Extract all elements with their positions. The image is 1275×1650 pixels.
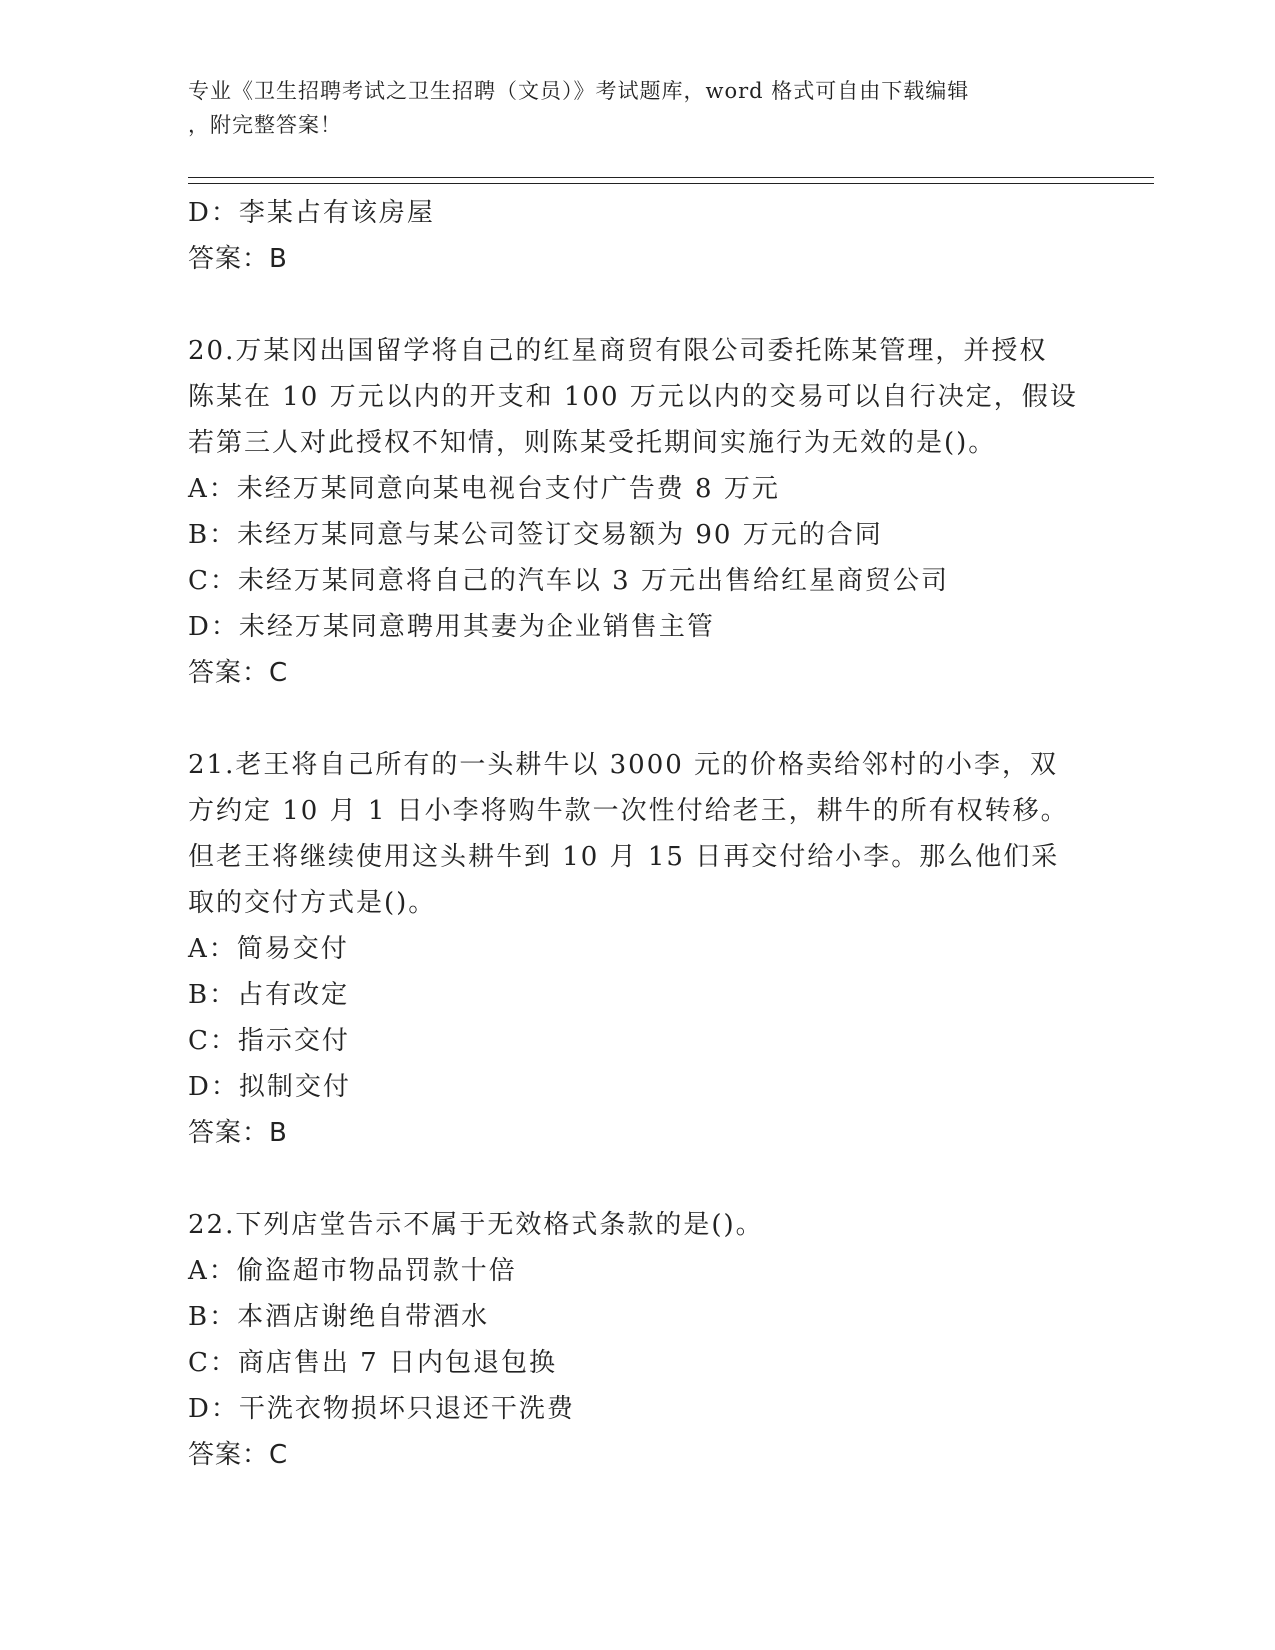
q19-option-d: D：李某占有该房屋 [188,198,435,228]
header-divider-top [188,177,1154,178]
q20-answer: 答案：C [188,658,289,688]
header-line-1: 专业《卫生招聘考试之卫生招聘（文员）》考试题库，word 格式可自由下载编辑 [188,79,970,103]
q20-option-b: B：未经万某同意与某公司签订交易额为 90 万元的合同 [188,520,883,550]
header-divider-bottom [188,183,1154,184]
q21-option-d: D：拟制交付 [188,1072,351,1102]
q22-option-c: C：商店售出 7 日内包退包换 [188,1348,557,1378]
q20-option-c: C：未经万某同意将自己的汽车以 3 万元出售给红星商贸公司 [188,566,949,596]
question-20 [188,328,1088,696]
question-19-fragment [188,190,1088,282]
q22-option-b: B：本酒店谢绝自带酒水 [188,1302,490,1332]
q22-option-d: D：干洗衣物损坏只退还干洗费 [188,1394,575,1424]
q21-answer: 答案：B [188,1118,288,1148]
q21-option-c: C：指示交付 [188,1026,350,1056]
q21-option-a: A：简易交付 [188,934,349,964]
q22-option-a: A：偷盗超市物品罚款十倍 [188,1256,517,1286]
q21-stem-line-2: 方约定 10 月 1 日小李将购牛款一次性付给老王，耕牛的所有权转移。 [188,796,1069,826]
question-22 [188,1202,1088,1478]
spacer [188,696,1088,742]
spacer [188,1156,1088,1202]
q21-option-b: B：占有改定 [188,980,350,1010]
q20-option-a: A：未经万某同意向某电视台支付广告费 8 万元 [188,474,780,504]
q20-stem-line-2: 陈某在 10 万元以内的开支和 100 万元以内的交易可以自行决定，假设 [188,382,1078,412]
q20-option-d: D：未经万某同意聘用其妻为企业销售主管 [188,612,715,642]
q21-stem-line-1: 21.老王将自己所有的一头耕牛以 3000 元的价格卖给邻村的小李，双 [188,750,1059,780]
q22-answer: 答案：C [188,1440,289,1470]
q20-stem-line-1: 20.万某冈出国留学将自己的红星商贸有限公司委托陈某管理，并授权 [188,336,1048,366]
question-content [188,190,1088,1478]
q21-stem-line-4: 取的交付方式是()。 [188,888,437,918]
header-line-2: ，附完整答案！ [188,113,342,137]
document-header [188,74,1068,142]
q19-answer: 答案：B [188,244,288,274]
question-21 [188,742,1088,1156]
q21-stem-line-3: 但老王将继续使用这头耕牛到 10 月 15 日再交付给小李。那么他们采 [188,842,1060,872]
q22-stem-line-1: 22.下列店堂告示不属于无效格式条款的是()。 [188,1210,764,1240]
q20-stem-line-3: 若第三人对此授权不知情，则陈某受托期间实施行为无效的是()。 [188,428,997,458]
spacer [188,282,1088,328]
